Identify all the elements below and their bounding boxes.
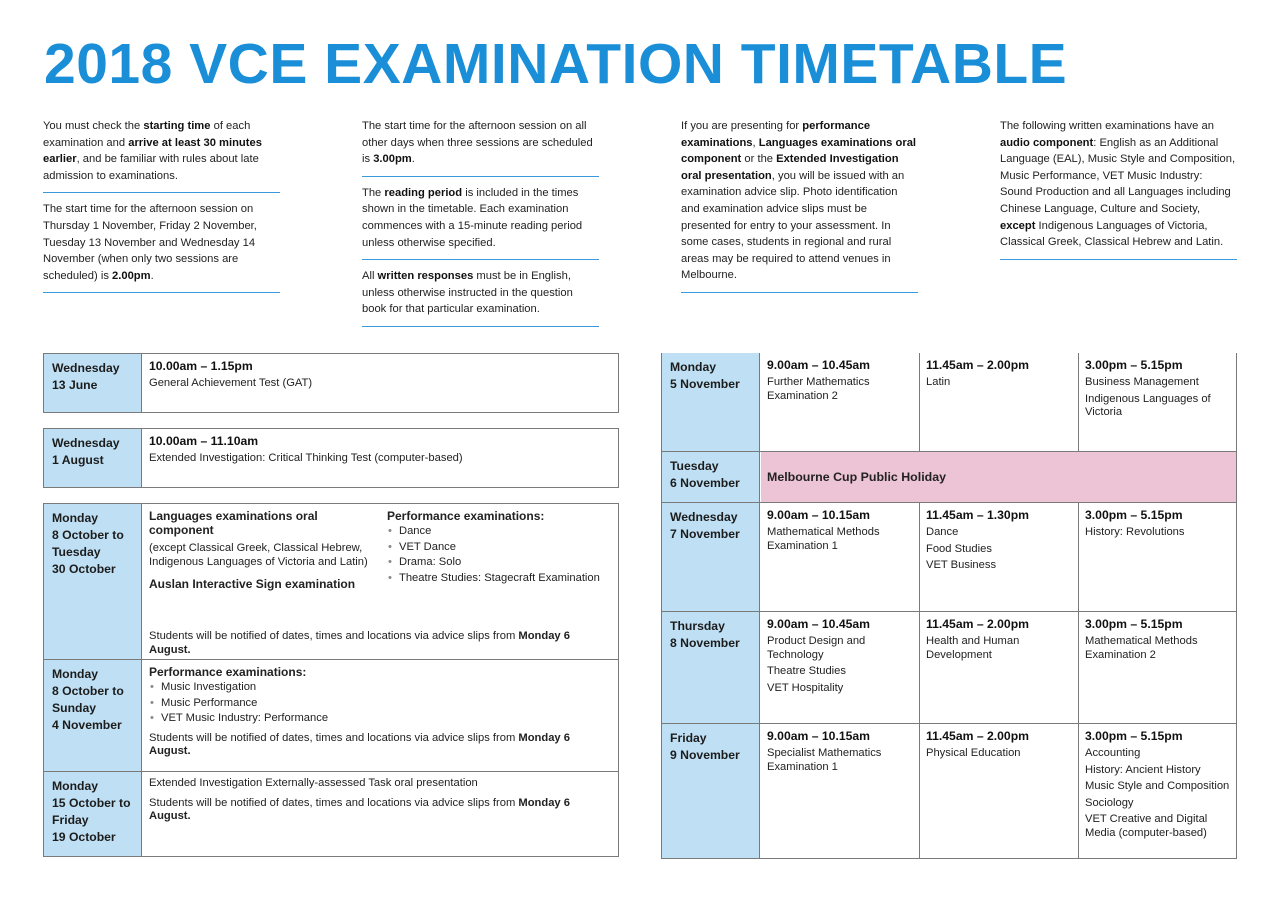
day-date: 9 November [670, 748, 740, 762]
day-line: Monday [52, 779, 99, 793]
exam-name: VET Creative and Digital Media (computer-based) [1085, 813, 1208, 839]
advice-note [143, 622, 618, 662]
session-time: 11.45am – 2.00pm [926, 729, 1029, 743]
session-time: 9.00am – 10.45am [767, 358, 870, 372]
note-text [149, 732, 612, 759]
list-item: • Music Investigation [149, 681, 612, 695]
body-text: The [362, 186, 385, 199]
day-line: Sunday [52, 701, 97, 715]
exam-name: Specialist Mathematics Examination 1 [767, 747, 882, 773]
session-time: 11.45am – 1.30pm [926, 508, 1029, 522]
session-time: 11.45am – 2.00pm [926, 358, 1029, 372]
exam-name: Music Style and Composition [1085, 780, 1230, 793]
session-time: 3.00pm – 5.15pm [1085, 508, 1183, 522]
day-name: Tuesday [670, 459, 719, 473]
day-cell [662, 612, 760, 723]
list-item: • Drama: Solo [387, 556, 612, 570]
body-text: If you are presenting for [681, 120, 803, 132]
exam-name: Product Design and Technology [767, 635, 866, 661]
performance-list [387, 525, 612, 585]
intro-paragraph [362, 185, 599, 260]
day-name: Wednesday [52, 361, 120, 375]
emphasis-text: Languages examinations oral component [681, 136, 917, 166]
intro-paragraph [681, 118, 918, 293]
emphasis-text: performance examinations [681, 120, 871, 149]
session-cell [143, 354, 618, 399]
body-text: of each examination and [43, 120, 251, 149]
day-line: 8 October to [52, 684, 124, 698]
list-item: • Dance [387, 525, 612, 539]
exam-name: General Achievement Test (GAT) [149, 377, 313, 389]
day-date: 5 November [670, 377, 740, 391]
exam-name: Food Studies [926, 542, 992, 555]
emphasis-text: written responses [377, 270, 474, 283]
list-item: • VET Music Industry: Performance [149, 712, 612, 726]
exam-name: Sociology [1085, 796, 1134, 809]
body-text: The following written examinations have an [1000, 120, 1214, 132]
day-date: 7 November [670, 527, 740, 541]
session-time: 3.00pm – 5.15pm [1085, 358, 1183, 372]
exam-name: Theatre Studies [767, 665, 846, 678]
exam-name: History: Ancient History [1085, 763, 1201, 776]
session-afternoon [1079, 612, 1236, 670]
session-midday [920, 724, 1078, 769]
day-cell [44, 429, 142, 487]
intro-column-audio [1000, 118, 1237, 268]
languages-oral-detail: (except Classical Greek, Classical Hebrew, Indigenous Languages of Victoria and Latin) [149, 542, 368, 568]
body-text: . [150, 269, 154, 282]
music-performance-cell [143, 660, 618, 764]
auslan-exam: Auslan Interactive Sign examination [149, 577, 356, 592]
performance-heading: Performance examinations: [149, 665, 307, 679]
exam-name: VET Business [926, 559, 997, 572]
languages-oral-heading: Languages examinations oral component [149, 509, 318, 537]
exam-name: Business Management [1085, 376, 1199, 388]
intro-paragraph [362, 118, 599, 177]
body-text: . [411, 153, 415, 166]
intro-column-start-times [43, 118, 280, 301]
day-cell [44, 504, 142, 659]
exam-name: Dance [926, 526, 959, 538]
body-text: , you will be issued with an examination advice slip. Photo identification and examination advice slips must be presented for entry to your assessment. In some cases, students in regional and rural areas may be required to attend venues in Melbourne. [681, 169, 905, 282]
emphasis-text: audio component [1000, 136, 1094, 149]
body-text: You must check the [43, 120, 144, 132]
exam-name: Further Mathematics Examination 2 [767, 376, 870, 402]
exam-name: Indigenous Languages of Victoria [1085, 392, 1211, 419]
session-afternoon [1079, 353, 1236, 428]
note-text [149, 797, 612, 824]
session-time: 3.00pm – 5.15pm [1085, 729, 1183, 743]
note-date: Monday 6 August. [149, 731, 570, 758]
session-midday [920, 503, 1078, 581]
session-afternoon [1079, 503, 1236, 548]
day-line: 15 October to [52, 796, 131, 810]
column-divider [1078, 353, 1079, 452]
note-body: Students will be notified of dates, times and locations via advice slips from [149, 796, 519, 809]
session-time: 11.45am – 2.00pm [926, 617, 1029, 631]
day-name: Wednesday [52, 436, 120, 450]
day-cell [44, 660, 142, 771]
session-midday [920, 353, 1078, 398]
column-divider [1078, 503, 1079, 858]
note-body: Students will be notified of dates, times and locations via advice slips from [149, 630, 519, 642]
body-text: or the [741, 153, 777, 166]
column-divider [919, 503, 920, 858]
session-morning [761, 724, 919, 782]
body-text: , and be familiar with rules about late admission to examinations. [43, 153, 259, 182]
performance-list [149, 681, 612, 726]
day-name: Wednesday [670, 510, 738, 524]
schedule-november [661, 353, 1237, 859]
exam-name: History: Revolutions [1085, 526, 1185, 538]
performance-heading: Performance examinations: [387, 509, 545, 523]
performance-exams-cell [381, 504, 618, 592]
exam-name: Physical Education [926, 747, 1021, 759]
holiday-banner: Melbourne Cup Public Holiday [761, 452, 1236, 502]
body-text: , [752, 136, 759, 149]
note-date: Monday 6 August. [149, 630, 570, 656]
page-title: 2018 VCE EXAMINATION TIMETABLE [44, 32, 1068, 96]
day-cell [662, 452, 760, 502]
body-text: must be in English, unless otherwise instructed in the question book for that particular examination. [362, 270, 573, 316]
body-text: : English as an Additional Language (EAL), Music Style and Composition, Music Performance, VET Music Industry: Sound Production and all Languages including Chinese Language, Culture and Society, [1000, 136, 1236, 215]
day-cell [44, 354, 142, 412]
day-line: Monday [52, 511, 99, 525]
session-time: 9.00am – 10.45am [767, 617, 870, 631]
exam-name: Health and Human Development [926, 635, 1020, 661]
schedule-row-gat [43, 353, 619, 413]
day-cell [662, 503, 760, 611]
day-line: Tuesday [52, 545, 101, 559]
intro-paragraph [43, 201, 280, 293]
day-name: Monday [670, 360, 717, 374]
day-line: 19 October [52, 830, 116, 844]
intro-paragraph [1000, 118, 1237, 260]
note-date: Monday 6 August. [149, 796, 570, 823]
body-text: Indigenous Languages of Victoria, Classical Greek, Classical Hebrew and Latin. [1000, 219, 1224, 249]
day-date: 1 August [52, 453, 104, 467]
day-line: 30 October [52, 562, 116, 576]
session-time: 10.00am – 11.10am [149, 434, 259, 448]
session-morning [761, 353, 919, 411]
languages-oral-cell [143, 504, 381, 596]
exam-name: Mathematical Methods Examination 2 [1085, 635, 1198, 661]
intro-paragraph [362, 268, 599, 327]
day-cell [44, 772, 142, 856]
body-text: is included in the times shown in the timetable. Each examination commences with a 15-minute reading period unless otherwise specified. [362, 186, 583, 249]
exam-name: VET Hospitality [767, 681, 844, 694]
emphasis-text: 3.00pm [373, 153, 412, 166]
body-text: The start time for the afternoon session on Thursday 1 November, Friday 2 November, Tuesday 13 November and Wednesday 14 November (when only two sessions are scheduled) is [43, 203, 257, 282]
body-text: The start time for the afternoon session on all other days when three sessions are scheduled is [362, 120, 593, 166]
column-divider [919, 353, 920, 452]
emphasis-text: 2.00pm [112, 269, 151, 282]
day-date: 6 November [670, 476, 740, 490]
intro-paragraph [43, 118, 280, 193]
day-line: Monday [52, 667, 99, 681]
day-date: 8 November [670, 636, 740, 650]
emphasis-text: except [1000, 219, 1036, 232]
list-item: • Theatre Studies: Stagecraft Examination [387, 572, 612, 586]
emphasis-text: arrive at least 30 minutes earlier [43, 136, 262, 166]
day-cell [662, 353, 760, 451]
exam-name: Extended Investigation Externally-assessed Task oral presentation [149, 777, 478, 789]
session-time: 9.00am – 10.15am [767, 508, 870, 522]
session-afternoon [1079, 724, 1236, 849]
exam-name: Accounting [1085, 747, 1141, 759]
session-cell [143, 429, 618, 474]
day-name: Thursday [670, 619, 725, 633]
session-time: 9.00am – 10.15am [767, 729, 870, 743]
session-time: 3.00pm – 5.15pm [1085, 617, 1183, 631]
exam-name: Latin [926, 376, 951, 388]
session-morning [761, 612, 919, 703]
schedule-group-oral-performance [43, 503, 619, 857]
day-line: Friday [52, 813, 89, 827]
note-text [149, 630, 612, 657]
body-text: All [362, 270, 378, 283]
schedule-row-critical-thinking [43, 428, 619, 488]
day-date: 13 June [52, 378, 98, 392]
day-line: 4 November [52, 718, 122, 732]
exam-name: Mathematical Methods Examination 1 [767, 526, 880, 552]
session-time: 10.00am – 1.15pm [149, 359, 253, 373]
intro-column-reading-period [362, 118, 599, 335]
emphasis-text: starting time [143, 120, 211, 132]
list-item: • Music Performance [149, 697, 612, 711]
list-item: • VET Dance [387, 541, 612, 555]
day-name: Friday [670, 731, 707, 745]
exam-name: Extended Investigation: Critical Thinking Test (computer-based) [149, 452, 463, 464]
session-morning [761, 503, 919, 561]
note-body: Students will be notified of dates, times and locations via advice slips from [149, 731, 519, 744]
day-cell [662, 724, 760, 858]
day-line: 8 October to [52, 528, 124, 542]
intro-column-performance [681, 118, 918, 301]
extended-investigation-cell [143, 772, 618, 829]
emphasis-text: Extended Investigation oral presentation [681, 153, 899, 182]
session-midday [920, 612, 1078, 670]
emphasis-text: reading period [384, 186, 463, 199]
